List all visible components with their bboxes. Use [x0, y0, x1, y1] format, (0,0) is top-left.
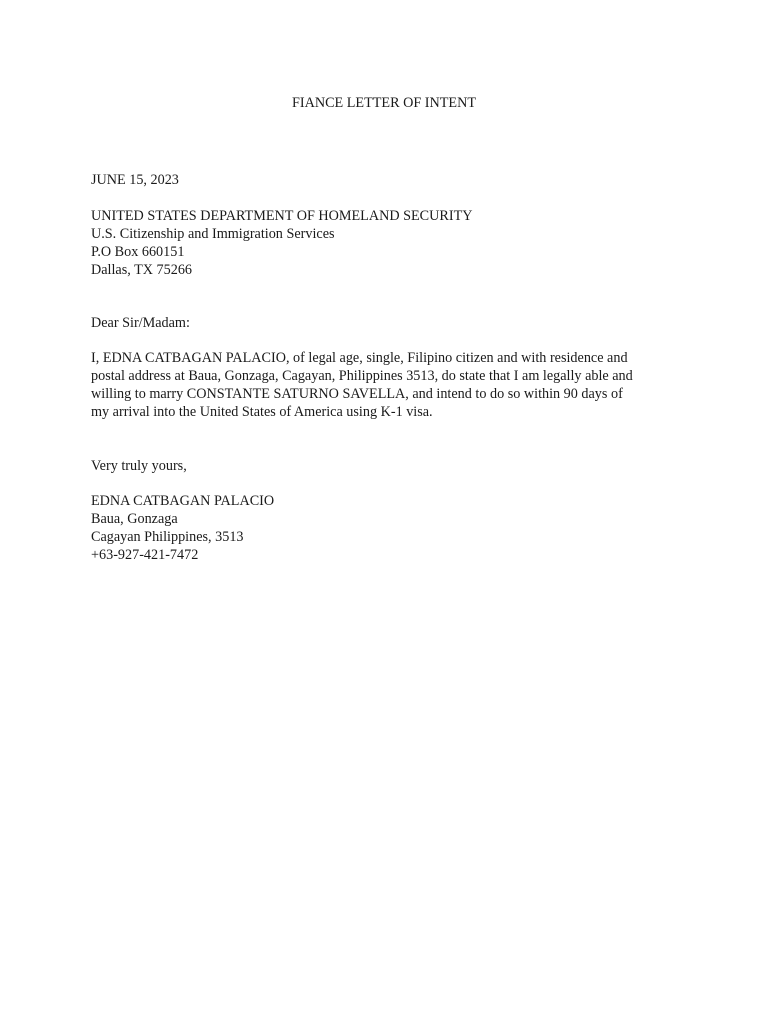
signature-address-line: Baua, Gonzaga — [91, 511, 178, 527]
letter-title: FIANCE LETTER OF INTENT — [291, 95, 477, 111]
body-line: my arrival into the United States of America using K-1 visa. — [91, 404, 433, 420]
recipient-line: P.O Box 660151 — [91, 244, 185, 260]
date-text: JUNE 15, 2023 — [91, 172, 179, 188]
closing — [91, 457, 691, 475]
recipient-line: U.S. Citizenship and Immigration Services — [91, 226, 335, 242]
letter-body — [91, 349, 691, 421]
recipient-address — [91, 207, 691, 279]
closing-text: Very truly yours, — [91, 458, 187, 474]
letter-date — [91, 171, 691, 189]
signature-name: EDNA CATBAGAN PALACIO — [91, 493, 275, 509]
signature-address-line: Cagayan Philippines, 3513 — [91, 529, 244, 545]
recipient-line: UNITED STATES DEPARTMENT OF HOMELAND SECURITY — [91, 208, 473, 224]
body-line: willing to marry CONSTANTE SATURNO SAVELLA, and intend to do so within 90 days of — [91, 386, 623, 402]
salutation — [91, 314, 691, 332]
recipient-line: Dallas, TX 75266 — [91, 262, 193, 278]
signature-block — [91, 492, 691, 564]
salutation-text: Dear Sir/Madam: — [91, 315, 190, 331]
body-line: I, EDNA CATBAGAN PALACIO, of legal age, single, Filipino citizen and with residence and — [91, 350, 628, 366]
signature-phone: +63-927-421-7472 — [91, 547, 199, 563]
body-line: postal address at Baua, Gonzaga, Cagayan, Philippines 3513, do state that I am legally able and — [91, 368, 633, 384]
